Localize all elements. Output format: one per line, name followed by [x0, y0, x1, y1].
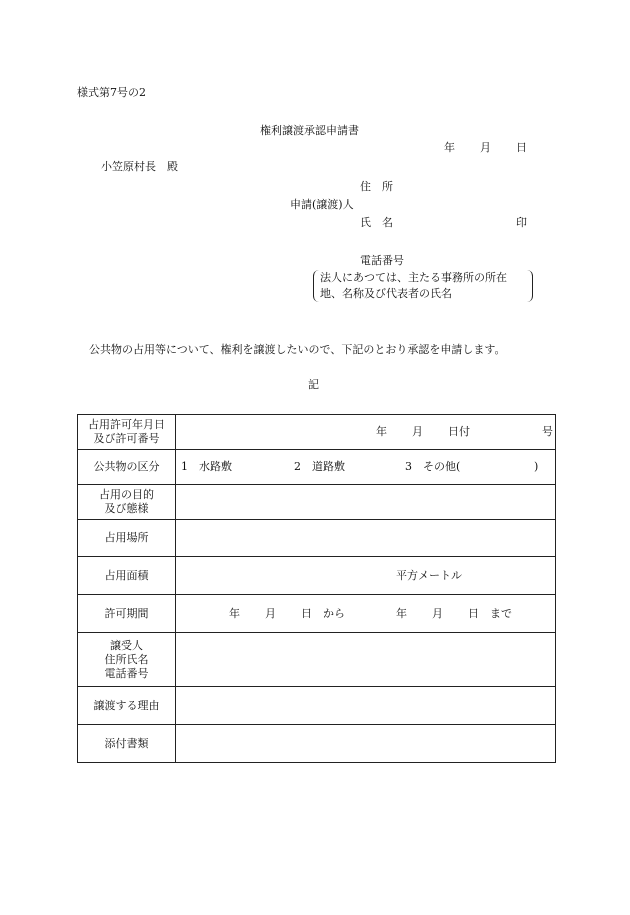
text-close-paren: ) [534, 460, 539, 473]
field-transferee[interactable] [176, 633, 556, 687]
label-line: 譲受人 [110, 638, 143, 652]
table-row [78, 450, 556, 485]
option-road[interactable]: 2 道路敷 [294, 460, 345, 473]
date-month: 月 [480, 141, 491, 154]
label-transfer-reason: 譲渡する理由 [78, 687, 176, 725]
option-waterway[interactable]: 1 水路敷 [181, 460, 232, 473]
corporation-note [313, 270, 533, 302]
field-transfer-reason[interactable] [176, 687, 556, 725]
text-day: 日 [468, 606, 479, 620]
addressee: 小笠原村長 殿 [101, 160, 178, 173]
label-permit-period: 許可期間 [78, 595, 176, 633]
text-from: から [323, 606, 345, 620]
label-line: 電話番号 [104, 666, 149, 680]
text-month: 月 [432, 606, 443, 620]
label-line: 及び許可番号 [93, 432, 160, 445]
label-public-property-category: 公共物の区分 [78, 450, 176, 485]
text-dated: 日付 [448, 425, 470, 438]
body-text: 公共物の占用等について、権利を譲渡したいので、下記のとおり承認を申請します。 [89, 343, 506, 356]
table-row [78, 415, 556, 450]
text-year: 年 [396, 606, 407, 620]
text-year: 年 [376, 425, 387, 438]
table-row [78, 485, 556, 520]
text-year: 年 [229, 606, 240, 620]
field-location[interactable] [176, 520, 556, 557]
corporation-note-line2: 地、名称及び代表者の氏名 [320, 287, 452, 300]
field-permit-date-number[interactable] [176, 415, 556, 450]
label-location: 占用場所 [78, 520, 176, 557]
table-row [78, 520, 556, 557]
label-attachments: 添付書類 [78, 725, 176, 763]
corporation-note-line1: 法人にあつては、主たる事務所の所在 [320, 271, 507, 284]
field-purpose[interactable] [176, 485, 556, 520]
table-row [78, 633, 556, 687]
field-permit-period[interactable] [176, 595, 556, 633]
label-line: 及び態様 [104, 502, 149, 515]
text-number: 号 [542, 425, 553, 438]
applicant-role-label: 申請(譲渡)人 [290, 198, 354, 211]
field-attachments[interactable] [176, 725, 556, 763]
phone-label: 電話番号 [360, 254, 404, 267]
label-permit-date-number [78, 415, 176, 450]
document-title: 権利譲渡承認申請書 [260, 124, 359, 137]
text-month: 月 [265, 606, 276, 620]
text-day: 日 [301, 606, 312, 620]
text-area-unit: 平方メートル [396, 568, 462, 582]
name-label: 氏 名 [360, 216, 393, 229]
table-row [78, 725, 556, 763]
field-area[interactable] [176, 557, 556, 595]
label-transferee [78, 633, 176, 687]
table-row [78, 595, 556, 633]
seal-mark: 印 [516, 216, 527, 229]
application-table [77, 414, 556, 763]
address-label: 住 所 [360, 180, 393, 193]
label-purpose [78, 485, 176, 520]
table-row [78, 557, 556, 595]
table-row [78, 687, 556, 725]
label-line: 占用許可年月日 [88, 418, 165, 431]
form-number: 様式第7号の2 [77, 86, 146, 99]
label-line: 占用の目的 [99, 488, 154, 501]
field-public-property-category[interactable] [176, 450, 556, 485]
date-day: 日 [516, 141, 527, 154]
label-line: 住所氏名 [104, 652, 149, 666]
text-until: まで [490, 606, 512, 620]
text-month: 月 [412, 425, 423, 438]
label-area: 占用面積 [78, 557, 176, 595]
option-other[interactable]: 3 その他( [405, 460, 461, 473]
ki-heading: 記 [308, 378, 319, 391]
date-year: 年 [444, 141, 455, 154]
